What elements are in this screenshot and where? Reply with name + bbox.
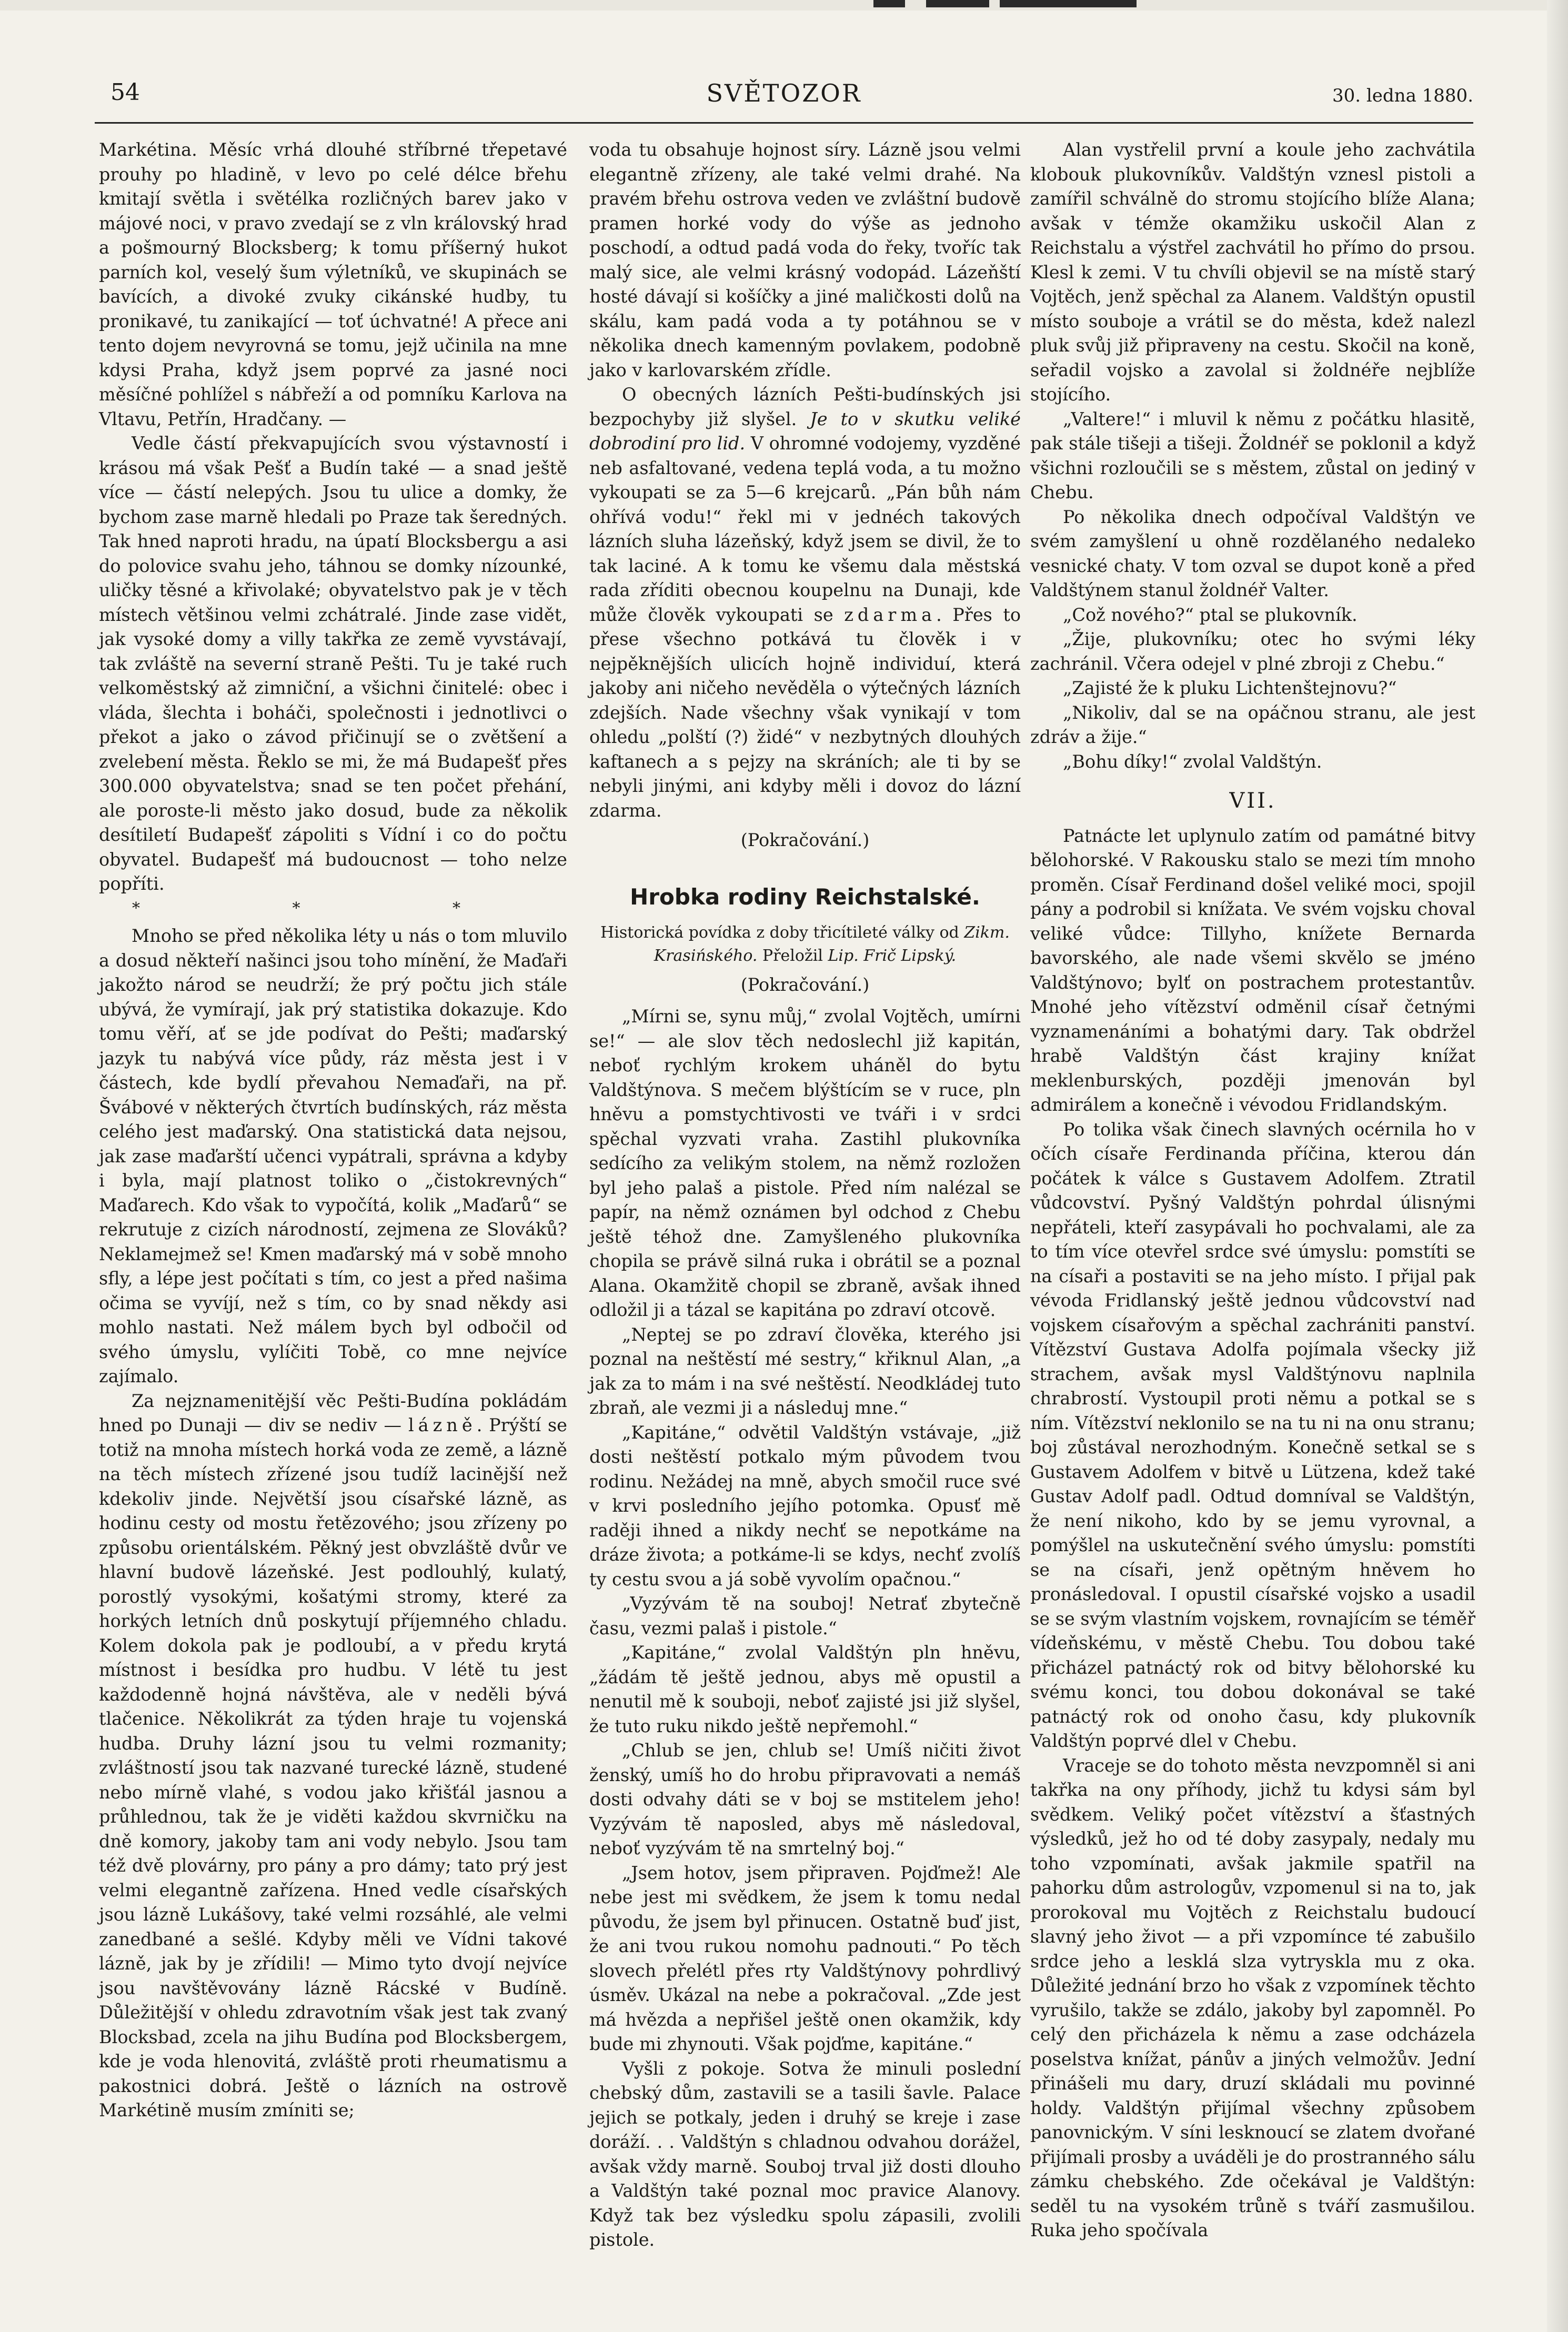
continued-note: (Pokračování.) [740,830,870,850]
subtitle-text: Historická povídka z doby třicítileté války od [600,923,959,942]
scan-mark [873,0,905,7]
issue-date: 30. ledna 1880. [1332,85,1473,106]
paragraph: „Což nového?“ ptal se plukovník. [1063,604,1358,625]
page-number: 54 [110,79,140,106]
paragraph: Patnácte let uplynulo zatím od památné bitvy bělohorské. V Rakousku stalo se mezi tím mnoho proměn. Císař Ferdinand došel veliké moci, spojil pány a podrobil si knížata. Ve svém vojsku choval veliké vůdce: Tillyho, knížete Bernarda bavorského, ale nade všemi skvělo se jméno Valdštýnovo; bylť on postrachem protestantův. Mnohé jeho vítězství odměnil císař četnými vyznamenáními a bohatými dary. Tak obdržel hrabě Valdštýn část krajiny knížat meklenburských, později jmenován byl admirálem a konečně i vévodou Fridlandským. [1030,825,1475,1115]
paragraph-text: O obecných lázních Pešti-budínských jsi bezpochyby již slyšel. [589,384,1021,429]
paragraph: „Jsem hotov, jsem připraven. Pojďmež! Ale nebe jest mi svědkem, že jsem k tomu nedal původu, že jsem byl přinucen. Ostatně buď jist, že ani tvou rukou nomohu padnouti.“ Po těch slovech přelétl přes rty Valdštýnovy pohrdlivý úsměv. Ukázal na nebe a pokračoval. „Zde jest má hvězda a nepřišel ještě onen okamžik, kdy bude mi zhynouti. Však pojďme, kapitáne.“ [589,1862,1021,2054]
column-2 [589,138,1021,2253]
paragraph-text: Za nejznamenitější věc Pešti-Budína pokládám hned po Dunaji — div se nediv — [99,1390,567,1435]
column-1 [99,138,567,2123]
paragraph: „Neptej se po zdraví člověka, kterého jsi poznal na neštěstí mé sestry,“ křiknul Alan, „a jak za to mám i na své neštěstí. Neodkládej tuto zbraň, ale vezmi ji a následuj mne.“ [589,1324,1021,1418]
translator-name: Lip. Frič Lipský. [828,946,957,965]
paragraph: Vedle částí překvapujících svou výstavností i krásou má však Pešť a Budín také — a snad ještě více — částí nelepých. Jsou tu ulice a domky, že bychom zase marně hledali po Praze tak šeredných. Tak hned naproti hradu, na úpatí Blocksbergu a asi do polovice svahu jeho, táhnou se domky nízounké, uličky těsné a křivolaké; obyvatelstvo pak je v těch místech většinou velmi zchátralé. Jinde zase vidět, jak vysoké domy a villy takřka ze země vyvstávají, tak zvláště na severní straně Pešti. Tu je také ruch velkoměstský až zimniční, a všichni činitelé: obec i vláda, šlechta i boháči, společnosti i jednotlivci o překot a jako o závod přičinují se o zvětšení a zvelebení města. Řeklo se mi, že má Budapešť přes 300.000 obyvatelstva; snad se ten počet přehání, ale poroste-li město jako dosud, bude za několik desítiletí Budapešť zápoliti s Vídní i co do počtu obyvatel. Budapešť má budoucnost — toho nelze popříti. [99,433,567,894]
scan-mark [1000,0,1137,7]
section-break-stars: * * * [132,899,535,918]
article-subtitle [589,921,1021,968]
paragraph: Po několika dnech odpočíval Valdštýn ve svém zamyšlení u ohně rozdělaného nedaleko vesnické chaty. V tom ozval se dupot koně a před Valdštýnem stanul žoldnéř Valter. [1030,506,1475,600]
journal-title: SVĚTOZOR [706,79,862,107]
article-title: Hrobka rodiny Reichstalské. [630,883,980,910]
paragraph-text: . Přes to přese všechno potkává tu člověk i v nejpěknějších ulicích hojně individuí, která jakoby ani ničeho nevěděla o výtečných lázních zdejších. Nade všechny však vynikají v tom ohledu „polští (?) židé“ v nezbytných dlouhých kaftanech a s pejzy na skráních; ale ti by se nebyli jinými, ani kdyby měli i dovoz do lázní zdarma. [589,604,1021,821]
paragraph: Alan vystřelil první a koule jeho zachvátila klobouk plukovníkův. Valdštýn vznesl pistoli a zamířil schválně do stromu stojícího blíže Alana; avšak v témže okamžiku uskočil Alan z Reichstalu a výstřel zachvátil ho přímo do prsou. Klesl k zemi. V tu chvíli objevil se na místě starý Vojtěch, jenž spěchal za Alanem. Valdštýn opustil místo souboje a vrátil se do města, kdež nalezl pluk svůj již připraveny na cestu. Skočil na koně, seřadil vojsko a zavolal si žoldnéře nejblíže stojícího. [1030,139,1475,405]
paragraph [99,1389,567,2123]
column-3 [1030,138,1475,2243]
author-name: Zikm. Krasińského. [654,923,1010,965]
chapter-number: VII. [1229,789,1276,813]
italic-emphasis: Je to v skutku veliké dobrodiní pro lid. [589,408,1021,454]
continued-note: (Pokračování.) [740,974,870,995]
paragraph: „Zajisté že k pluku Lichtenštejnovu?“ [1063,678,1397,698]
paragraph: „Vyzývám tě na souboj! Netrať zbytečně času, vezmi palaš i pistole.“ [589,1593,1021,1639]
paragraph: „Žije, plukovníku; otec ho svými léky zachránil. Včera odejel v plné zbroji z Chebu.“ [1030,629,1475,674]
paragraph: voda tu obsahuje hojnost síry. Lázně jsou velmi elegantně zřízeny, ale také velmi drahé. Na pravém břehu ostrova veden ve zvláštní budově pramen horké vody do výše as jednoho poschodí, a odtud padá voda do řeky, tvoříc tak malý sice, ale velmi krásný vodopád. Lázeňští hosté dávají si košíčky a jiné maličkosti dolů na skálu, kam padá voda a ty potáhnou se v několika dnech kamenným povlakem, podobně jako v karlovarském zřídle. [589,139,1021,380]
page-header [95,79,1473,121]
scan-edge-right [1547,0,1568,2332]
paragraph: Markétina. Měsíc vrhá dlouhé stříbrné třepetavé prouhy po hladině, v levo po celé délce břehu kmitají světla i světélka rozličných barev jako v májové noci, v pravo zvedají se z vln královský hrad a pošmourný Blocksberg; k tomu příšerný hukot parních kol, veselý šum výletníků, ve skupinách se bavících, a divoké zvuky cikánské hudby, tu pronikavé, tu zanikající — toť úchvatné! A přece ani tento dojem nevyrovná se tomu, jejž učinila na mne kdysi Praha, když jsem poprvé za jasné noci měsíčné pohlížel s nábřeží a od pomníku Karlova na Vltavu, Petřín, Hradčany. — [99,139,567,429]
paragraph: Vyšli z pokoje. Sotva že minuli poslední chebský dům, zastavili se a tasili šavle. Palace jejich se potkaly, jeden i druhý se kreje i zase doráží. . . Valdštýn s chladnou odvahou dorážel, avšak vždy marně. Souboj trval již dosti dlouho a Valdštýn také poznal moc pravice Alanovy. Když tak bez výsledku spolu zápasili, zvolili pistole. [589,2058,1021,2250]
paragraph: „Valtere!“ i mluvil k němu z počátku hlasitě, pak stále tišeji a tišeji. Žoldnéř se poklonil a když všichni rozloučili se s městem, zůstal on jediný v Chebu. [1030,408,1475,502]
paragraph: „Mírni se, synu můj,“ zvolal Vojtěch, umírni se!“ — ale slov těch nedoslechl již kapitán, neboť rychlým krokem uháněl do bytu Valdštýnova. S mečem blýštícím se v ruce, pln hněvu a pomstychtivosti ve tváři i v srdci spěchal vyzvati vraha. Zastihl plukovníka sedícího za velikým stolem, na němž rozložen byl jeho palaš a pistole. Před ním nalézal se papír, na němž oznámen byl odchod z Chebu ještě téhož dne. Zamyšleného plukovníka chopila se právě silná ruka i obrátil se a poznal Alana. Okamžitě chopil se zbraně, avšak ihned odložil ji a tázal se kapitána po zdraví otcově. [589,1006,1021,1320]
paragraph: „Kapitáne,“ zvolal Valdštýn pln hněvu, „žádám tě ještě jednou, abys mě opustil a nenutil mě k souboji, neboť zajisté jsi již slyšel, že tuto ruku nikdo ještě nepřemohl.“ [589,1642,1021,1736]
scan-edge-top [0,0,1568,11]
paragraph: „Bohu díky!“ zvolal Valdštýn. [1063,751,1322,772]
paragraph: Po tolika však činech slavných océrnila ho v očích císaře Ferdinanda příčina, kterou dán počátek k válce s Gustavem Adolfem. Ztratil vůdcovství. Pyšný Valdštýn pohrdal úlisnými nepřáteli, kteří zasypávali ho pochvalami, ale za to tím více otevřel srdce své úmyslu: pomstíti se na císaři a postaviti se na jeho místo. I přijal pak vévoda Fridlanský ještě jednou vůdcovství nad vojskem císařovým a spěchal zachrániti panství. Vítězství Gustava Adolfa pojímala všecky již strachem, avšak mysl Valdštýnovu naplnila chrabrostí. Vystoupil proti němu a potkal se s ním. Vítězství neklonilo se na tu ni na onu stranu; boj zůstával nerozhodným. Konečně setkal se s Gustavem Adolfem v bitvě u Lützena, kdež také Gustav Adolf padl. Odtud domníval se Valdštýn, že není nikoho, kdo by se jemu vyrovnal, a pomýšlel na uskutečnění svého úmyslu: pomstíti se na císaři, jenž opětným hněvem ho pronásledoval. I opustil císařské vojsko a usadil se se svým vlastním vojskem, rovnajícím se téměř vídeňskému, v městě Chebu. Tou dobou také přicházel patnáctý rok od bitvy bělohorské ku svému konci, tou dobou dokonával se také patnáctý rok od onoho času, kdy plukovník Valdštýn poprvé dlel v Chebu. [1030,1119,1475,1751]
paragraph: „Kapitáne,“ odvětil Valdštýn vstávaje, „již dosti neštěstí potkalo mým původem tvou rodinu. Nežádej na mně, abych smočil ruce své v krvi posledního jejího potomka. Opusť mě raději ihned a nikdy nechť se nepotkáme na dráze života; a potkáme-li se kdys, nechť zvolíš ty cestu svou a já sobě vyvolím opačnou.“ [589,1422,1021,1590]
spaced-emphasis: zdarma [844,604,937,625]
header-rule [95,122,1473,124]
scan-mark [926,0,989,7]
paragraph-text: . Prýští se totiž na mnoha místech horká voda ze země, a lázně na těch místech zřízené jsou tudíž lacinější než kdekoliv jinde. Největší jsou císařské lázně, as hodinu cesty od mostu řetězového; jsou zřízeny po způsobu orientálském. Pěkný jest obvzláště dvůr ve hlavní budově lázeňské. Jest podlouhlý, kulatý, porostlý vysokými, košatými stromy, které za horkých letních dnů poskytují příjemného chladu. Kolem dokola pak je podloubí, a v předu krytá místnost i besídka pro hudbu. V létě tu jest každodenně hojná návštěva, ale v neděli bývá tlačenice. Několikrát za týden hraje tu vojenská hudba. Druhy lázní jsou tu velmi rozmanity; zvláštností jsou tak nazvané turecké lázně, studené nebo mírně vlahé, s vodou jako křišťál jasnou a průhlednou, tak že je viděti každou skvrničku na dně komory, jakoby tam ani vody nebylo. Jsou tam též dvě plovárny, pro pány a pro dámy; tato prý jest velmi elegantně zařízena. Hned vedle císařských jsou lázně Lukášovy, také velmi rozsáhlé, ale velmi zanedbané a sešlé. Kdyby měli ve Vídni takové lázně, jak by je zřídili! — Mimo tyto dvojí nejvíce jsou navštěvovány lázně Rácské v Budíně. Důležitější v ohledu zdravotním však jest tak zvaný Blocksbad, zcela na jihu Budína pod Blocksbergem, kde je voda hlenovitá, zvláště proti rheumatismu a pakostnici dobrá. Ještě o lázních na ostrově Markétině musím zmíniti se; [99,1415,568,2120]
subtitle-text: Přeložil [762,946,823,965]
paragraph-text: V ohromné vodojemy, vyzděné neb asfaltované, vedena teplá voda, a tu možno vykoupati se za 5—6 krejcarů. „Pán bůh nám ohřívá vodu!“ řekl mi v jednéch takových lázních sluha lázeňský, když jsem se divil, že to tak laciné. A k tomu ke všemu dala městská rada zříditi obecnou koupelnu na Dunaji, kde může člověk vykoupati se [589,433,1021,625]
paragraph: „Nikoliv, dal se na opáčnou stranu, ale jest zdráv a žije.“ [1030,702,1475,747]
spaced-emphasis: lázně [408,1415,477,1435]
paragraph [589,383,1021,823]
paragraph: „Chlub se jen, chlub se! Umíš ničiti život ženský, umíš ho do hrobu připravovati a nemáš dosti odvahy dáti se v boj se mstitelem jeho! Vyzývám tě naposled, abys mě následoval, neboť vyzývám tě na smrtelný boj.“ [589,1740,1021,1858]
paragraph: Mnoho se před několika léty u nás o tom mluvilo a dosud někteří našinci jsou toho mínění, že Maďaři jakožto národ se neudrží; že prý počtu jich stále ubývá, že vymírají, jak prý statistika dokazuje. Kdo tomu věří, ať se jde podívat do Pešti; maďarský jazyk tu nabývá více půdy, ráz města jest i v částech, kde bydlí převahou Nemaďaři, na př. Švábové v některých čtvrtích budínských, ráz města celého jest maďarský. Ona statistická data nejsou, jak zase maďarští učenci vypátrali, správna a kdyby i byla, mají platnost toliko o „čistokrevných“ Maďarech. Kdo však to vypočítá, kolik „Maďarů“ se rekrutuje z cizích národností, zejmena ze Slováků? Neklamejmež se! Kmen maďarský má v sobě mnoho sfly, a lépe jest počítati s tím, co jest a před našima očima se vyvíjí, než s tím, co by snad někdy asi mohlo nastati. Než málem bych byl odbočil od svého úmyslu, vylíčiti Tobě, co mne nejvíce zajímalo. [99,926,567,1386]
paragraph: Vraceje se do tohoto města nevzpomněl si ani takřka na ony příhody, jichž tu kdysi sám byl svědkem. Veliký počet vítězství a šťastných výsledků, jež ho od té doby zasypaly, nedaly mu toho vzpomínati, avšak jakmile spatřil na pahorku dům astrologův, vzpomenul si na to, jak prorokoval mu Vojtěch z Reichstalu budoucí slavný jeho život — a při vzpomínce té zabušilo srdce jeho a lesklá slza vytryskla mu z oka. Důležité jednání brzo ho však z vzpomínek těchto vyrušilo, takže se zdálo, jakoby byl zapomněl. Po celý den přicházela k němu a zase odcházela poselstva knížat, pánův a jiných velmožův. Jední přinášeli mu dary, druzí skládali mu povinné holdy. Valdštýn přijímal všechny způsobem panovnickým. V síni lesknoucí se zlatem dvořané přijímali prosby a uváděli je do prostranného sálu zámku chebského. Zde očekával je Valdštýn: seděl tu na vysokém trůně s tváří zasmušilou. Ruka jeho spočívala [1030,1755,1475,2240]
